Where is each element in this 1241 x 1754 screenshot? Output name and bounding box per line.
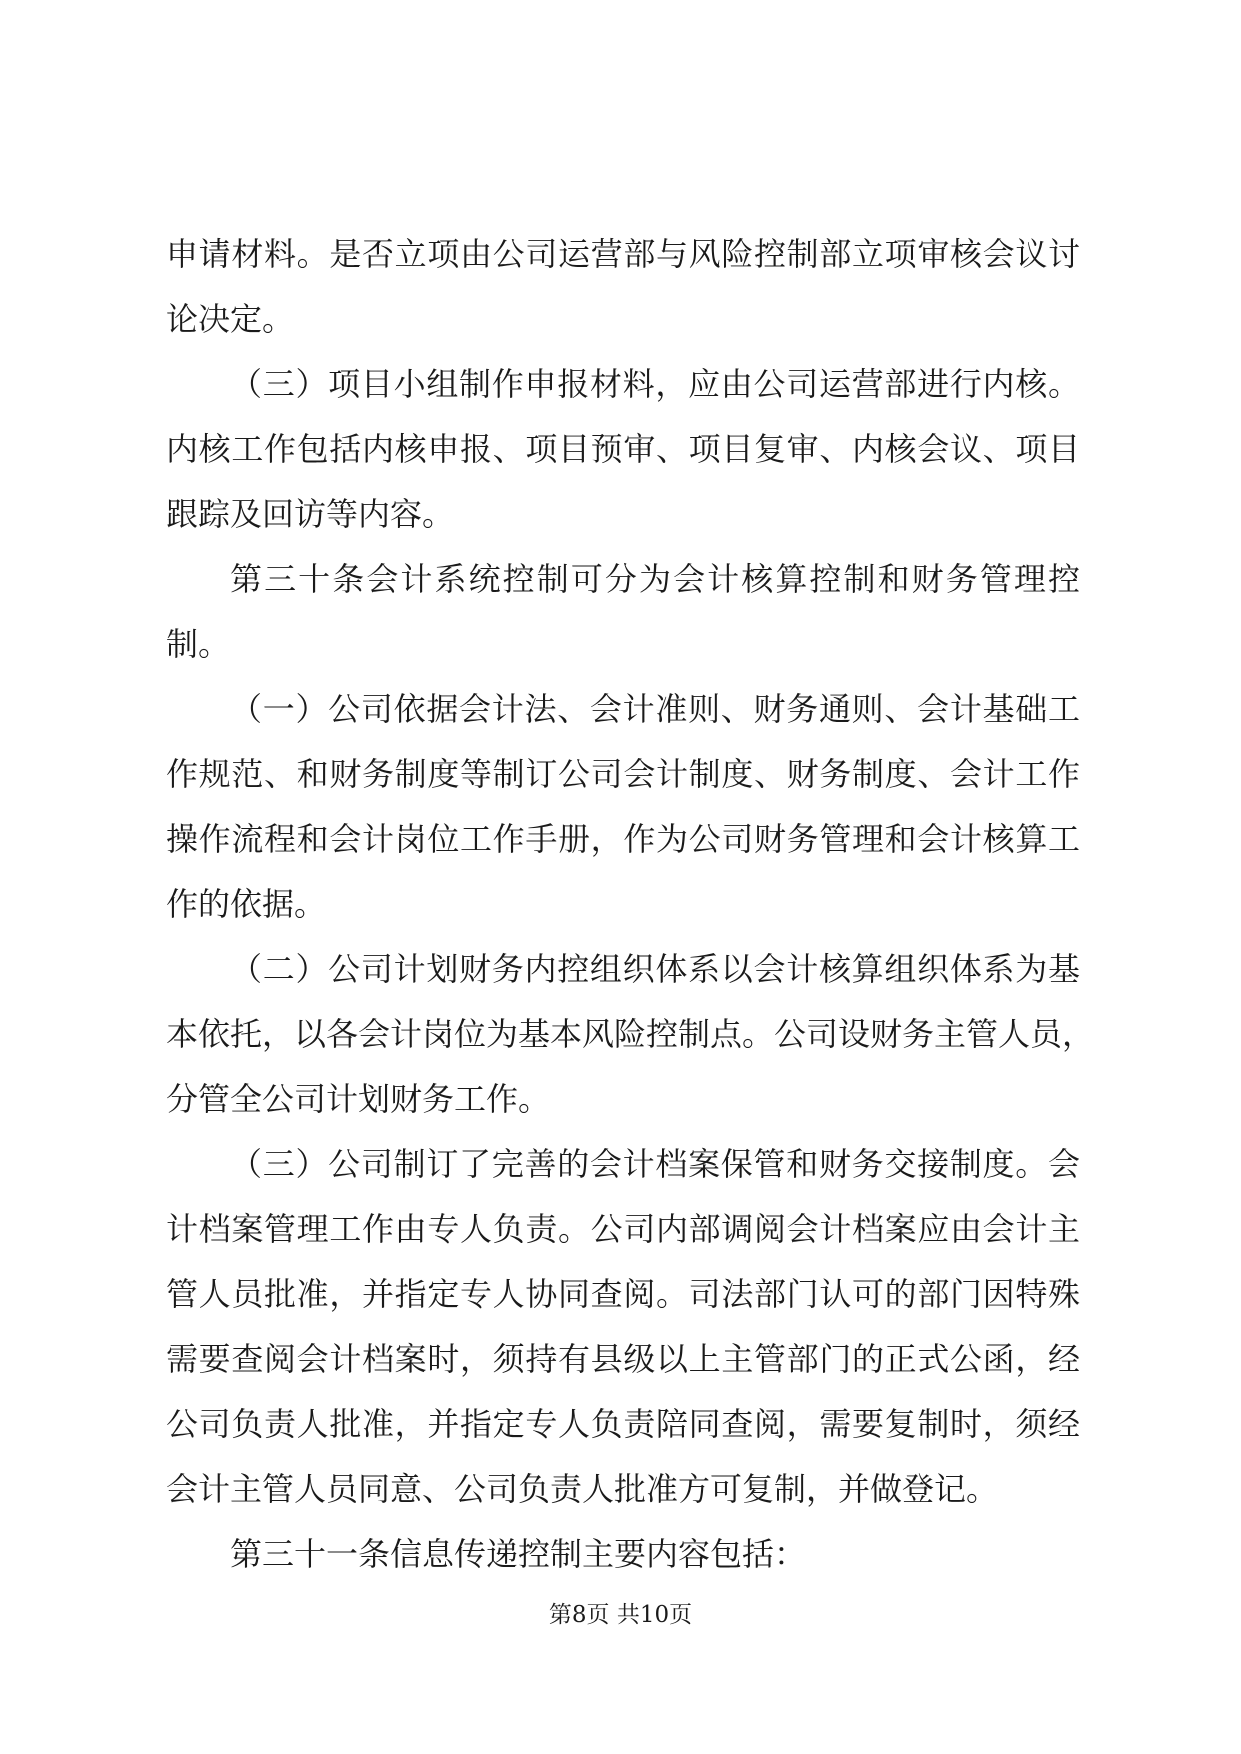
text-line-12: （二）公司计划财务内控组织体系以会计核算组织体系为基 — [230, 950, 1080, 988]
text-line-5: 跟踪及回访等内容。 — [166, 495, 455, 533]
text-line-17: 管人员批准，并指定专人协同查阅。司法部门认可的部门因特殊 — [166, 1275, 1080, 1313]
text-line-8: （一）公司依据会计法、会计准则、财务通则、会计基础工 — [230, 690, 1080, 728]
document-body — [166, 222, 1095, 1587]
text-line-10: 操作流程和会计岗位工作手册，作为公司财务管理和会计核算工 — [166, 820, 1080, 858]
text-line-4: 内核工作包括内核申报、项目预审、项目复审、内核会议、项目 — [166, 430, 1080, 468]
text-line-20: 会计主管人员同意、公司负责人批准方可复制，并做登记。 — [166, 1470, 999, 1508]
text-line-15: （三）公司制订了完善的会计档案保管和财务交接制度。会 — [230, 1145, 1080, 1183]
text-line-19: 公司负责人批准，并指定专人负责陪同查阅，需要复制时，须经 — [166, 1405, 1080, 1443]
text-line-13: 本依托，以各会计岗位为基本风险控制点。公司设财务主管人员， — [166, 1015, 1095, 1053]
text-line-2: 论决定。 — [166, 300, 295, 338]
text-line-21: 第三十一条信息传递控制主要内容包括： — [230, 1535, 807, 1573]
text-line-11: 作的依据。 — [166, 885, 327, 923]
text-line-3: （三）项目小组制作申报材料，应由公司运营部进行内核。 — [230, 365, 1080, 403]
page-footer: 第8页 共10页 — [548, 1602, 693, 1628]
text-line-1: 申请材料。是否立项由公司运营部与风险控制部立项审核会议讨 — [166, 235, 1080, 273]
text-line-18: 需要查阅会计档案时，须持有县级以上主管部门的正式公函，经 — [166, 1340, 1080, 1378]
text-line-14: 分管全公司计划财务工作。 — [166, 1080, 551, 1118]
text-line-16: 计档案管理工作由专人负责。公司内部调阅会计档案应由会计主 — [166, 1210, 1080, 1248]
text-line-7: 制。 — [166, 625, 231, 663]
text-line-9: 作规范、和财务制度等制订公司会计制度、财务制度、会计工作 — [166, 755, 1080, 793]
text-line-6: 第三十条会计系统控制可分为会计核算控制和财务管理控 — [230, 560, 1080, 598]
